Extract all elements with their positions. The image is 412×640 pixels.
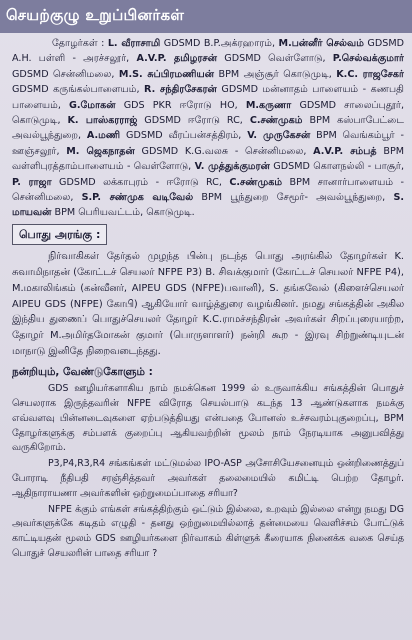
member-detail: GDSMD மன்னாதம் பாளையம் - கணபதி பாளையம், (12, 84, 404, 111)
member-name: M.பன்னீர் செல்வம் (278, 38, 364, 49)
section-heading-thanks-request: நன்றியும், வேண்டுகோளும் : (12, 365, 153, 378)
member-detail: GDSMD ஈரோடு RC, (137, 115, 250, 127)
member-detail: GDSMD K.G.வலசு - சென்னிமலை, (134, 145, 314, 157)
member-name: C.சண்முகம் (229, 176, 283, 188)
member-detail: BPM சானார்பாளையம் - சென்னிமலை, (12, 176, 404, 204)
member-detail: GDSMD கருங்கல்பாளையம், (12, 84, 145, 96)
header-banner (0, 0, 412, 33)
member-name: R. சந்திரசேகரன் (144, 84, 217, 96)
member-name: V. முருகேசன் (247, 130, 311, 142)
member-name: M.கருணா (245, 99, 292, 111)
member-detail: GDSMD சென்னிமலை, (12, 68, 119, 80)
thanks-paragraph-1: GDS ஊழியர்களாகிய நாம் நமக்கென 1999 ல் உருவாக்கிய சங்கத்தின் பொதுச் செயலராக இருந்தவரின் NFPE விரோத செயல்பாடு கடந்த 13 ஆண்டுகளாக நமக்கு எவ்வளவு பின்னடைவுகளை ஏற்படுத்தியது என்பதை போனஸ் உச்சவரம்புகுறைப்பு, BPM தோழர்களுக்கு சம்பளக் குறைப்பு ஆகியவற்றின் மூலம் நாம் நேரடியாக அனுபவித்து வருகிறோம். (12, 383, 404, 454)
thanks-paragraph-3: NFPE க்கும் எங்கள் சங்கத்திற்கும் ஒட்டும் இல்லை, உறவும் இல்லை என்று நமது DG அவர்களுக்கே கடிதம் எழுதி - தனது ஒற்றுமையில்லாத் தன்மையை வெளிச்சம் போட்டுக் காட்டியதன் மூலம் GDS ஊழியர்களை நிர்வாகம் கிள்ளுக் கீரையாக நினைக்க வகை செய்த பொதுச் செயலரின் பாதை சரியா ? (12, 503, 404, 560)
member-name: G.மோகன் (69, 99, 116, 111)
member-detail: BPM பூந்துறை சேமூர்- அவல்பூந்துறை, (193, 192, 394, 204)
member-detail: தோழர்கள் : (52, 38, 108, 49)
member-detail: BPM வெங்கம்பூர் - ஊஞ்சலூர், (12, 130, 404, 157)
member-name: A.V.P. தமிழரசன் (136, 53, 218, 65)
member-name: K.C. ராஜசேகர் (336, 68, 404, 80)
member-name: P. ராஜா (12, 176, 52, 188)
general-session-paragraph: நிர்வாகிகள் தேர்தல் முழந்த பின்பு நடந்த பொது அரங்கில் தோழர்கள் K. சுவாமிநாதன் (கோட்டச் செயலர் NFPE P3) B. சிவக்குமார் (கோட்டச் செயலர் NFPE P4), M.மகாலிங்கம் (கன்வீனர், AIPEU GDS (NFPE)பவானி), S. தங்கவேல் (கிளைச்செயலர் AIPEU GDS (NFPE) கோபி) ஆகியோர் வாழ்த்துரை வழங்கினர். நமது சங்கத்தின் அகில இந்திய துணைப் பொதுச்செயலர் தோழர் K.C.ராமச்சந்திரன் அவர்கள் சிறப்புரையாற்ற, தோழர் M.அமிர்தமோகன் குமார் (பொருளாளர்) நன்றி கூற - இரவு சிற்றுண்டியுடன் மாநாடு இனிதே நிறைவடைந்தது. (12, 251, 404, 358)
section-heading-general-session: பொது அரங்கு : (12, 224, 107, 245)
page-title: செயற்குழு உறுப்பினர்கள் (6, 6, 185, 24)
member-name: M. ஜெகநாதன் (66, 145, 135, 157)
member-name: A.மணி (86, 130, 121, 142)
member-detail: GDS PKR ஈரோடு HO, (115, 99, 246, 111)
member-detail: BPM அஞ்சூர் கொடுமுடி, (214, 68, 337, 80)
member-name: M.S. சுப்பிரமணியன் (118, 68, 215, 80)
committee-members-list (12, 36, 404, 221)
article-body (12, 36, 404, 636)
member-name: V. முத்துக்குமரன் (194, 161, 270, 173)
member-name: A.V.P. சம்பத் (313, 145, 377, 157)
member-detail: GDSMD சாலைப்புதூர், கொடுமுடி, (12, 99, 404, 127)
member-detail: BPM வள்ளிபுரத்தாம்பாளையம் - வெள்ளோடு, (12, 145, 404, 173)
member-detail: GDSMD லக்காபுரம் - ஈரோடு RC, (51, 176, 230, 188)
member-name: P.செல்வக்குமார் (332, 53, 404, 65)
member-detail: GDSMD B.P.அக்ரஹாரம், (160, 38, 279, 49)
member-name: C.சண்முகம் (249, 115, 303, 127)
member-detail: BPM பெரியவட்டம், கொடுமுடி. (51, 207, 195, 219)
member-detail: GDSMD A.H. பள்ளி - அரச்சலூர், (12, 38, 404, 65)
member-name: L. வீராசாமி (107, 38, 161, 49)
member-detail: GDSMD வெள்ளோடு, (217, 53, 333, 65)
member-detail: GDSMD வீரப்பன்சத்திரம், (120, 130, 248, 142)
member-detail: GDSMD கொளநல்லி - பாசூர், (269, 161, 404, 173)
thanks-paragraph-2: P3,P4,R3,R4 சங்கங்கள் மட்டுமல்ல IPO-ASP அசோசியேசனையும் ஒன்றிணைத்துப் போராடி நீதிபதி சரஞ்சித்தவர் அவர்கள் தலைமையில் கமிட்டி பெற்ற தோழர். ஆதிநாராயணா அவர்களின் ஒற்றுமைப்பாதை சரியா? (12, 458, 404, 499)
member-detail: BPM கஸ்பாபேட்டை அவல்பூந்துறை, (12, 115, 404, 142)
member-name: S. மாயவன் (12, 192, 404, 219)
member-name: S.P. சண்முக வடிவேல் (81, 192, 194, 204)
member-name: K. பாஸ்கரராஜ் (67, 115, 138, 127)
